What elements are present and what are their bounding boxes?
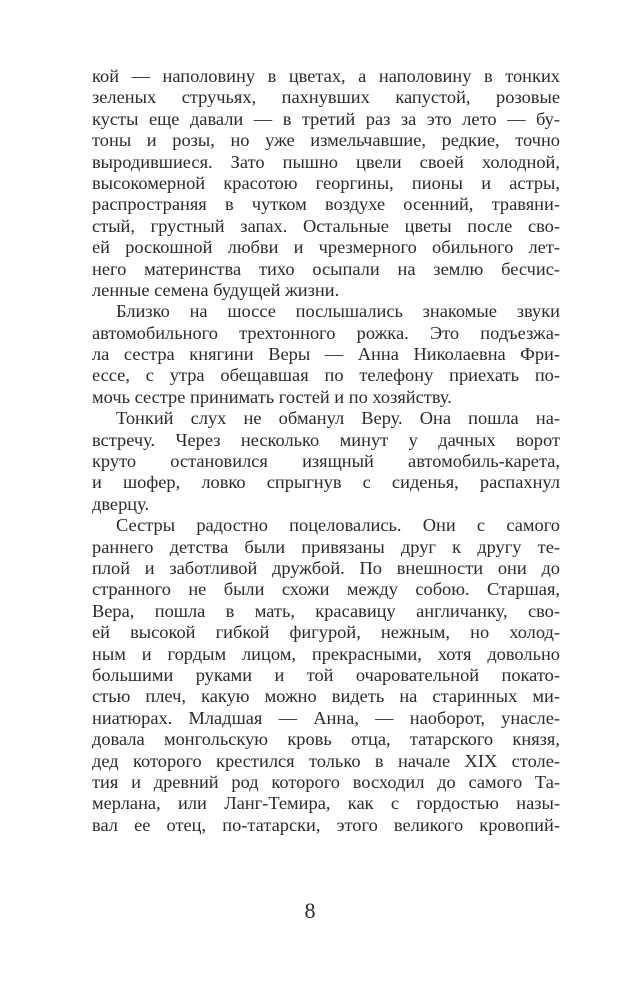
text-line: него материнства тихо осыпали на землю бесчис- [92, 258, 560, 279]
text-line: ей высокой гибкой фигурой, нежным, но холод- [92, 622, 560, 643]
text-line: тоны и розы, но уже измельчавшие, редкие, точно [92, 130, 560, 151]
text-line: встречу. Через несколько минут у дачных ворот [92, 429, 560, 450]
text-line: раннего детства были привязаны друг к другу те- [92, 536, 560, 557]
text-line: тия и древний род которого восходил до самого Та- [92, 771, 560, 792]
text-line: кой — наполовину в цветах, а наполовину в тонких [92, 66, 560, 86]
text-line: ей роскошной любви и чрезмерного обильного лет- [92, 237, 560, 258]
text-line: Близко на шоссе послышались знакомые звуки [116, 301, 560, 322]
text-line: стью плеч, какую можно видеть на старинных ми- [92, 686, 560, 707]
text-line: круто остановился изящный автомобиль-карета, [92, 451, 560, 472]
page-text [92, 66, 560, 836]
text-line: и шофер, ловко спрыгнув с сиденья, распахнул [92, 472, 560, 493]
page-number: 8 [304, 898, 316, 923]
paragraph [92, 301, 560, 408]
text-line: ла сестра княгини Веры — Анна Николаевна Фри- [92, 344, 560, 365]
text-line: высокомерной красотою георгины, пионы и астры, [92, 172, 560, 193]
text-line: выродившиеся. Зато пышно цвели своей холодной, [92, 151, 560, 172]
text-line: кусты еще давали — в третий раз за это лето — бу- [92, 108, 560, 129]
text-line: Вера, пошла в мать, красавицу англичанку, сво- [92, 600, 560, 621]
text-line: мерлана, или Ланг-Темира, как с гордостью назы- [92, 793, 560, 814]
paragraph [92, 408, 560, 515]
text-line: Сестры радостно поцеловались. Они с самого [116, 515, 560, 536]
text-line: зеленых стручьях, пахнувших капустой, розовые [92, 87, 560, 108]
text-line: дед которого крестился только в начале XIX столе- [92, 750, 560, 771]
text-line: вал ее отец, по-татарски, этого великого кровопий- [92, 814, 560, 835]
text-line: стый, грустный запах. Остальные цветы после сво- [92, 215, 560, 236]
text-line: довала монгольскую кровь отца, татарского князя, [92, 729, 560, 750]
text-line: автомобильного трехтонного рожка. Это подъезжа- [92, 322, 560, 343]
paragraph [92, 66, 560, 301]
text-line: ниатюрах. Младшая — Анна, — наоборот, унасле- [92, 707, 560, 728]
text-line: Тонкий слух не обманул Веру. Она пошла на- [116, 408, 560, 429]
text-line: ным и гордым лицом, прекрасными, хотя довольно [92, 643, 560, 664]
text-line: ессе, с утра обещавшая по телефону приехать по- [92, 365, 560, 386]
text-line: ленные семена будущей жизни. [92, 279, 340, 300]
text-line: мочь сестре принимать гостей и по хозяйству. [92, 386, 452, 407]
text-line: большими руками и той очаровательной покато- [92, 664, 560, 685]
text-line: дверцу. [92, 493, 150, 514]
text-line: распространяя в чутком воздухе осенний, травяни- [92, 194, 560, 215]
text-line: странного не были схожи между собою. Старшая, [92, 579, 560, 600]
paragraph [92, 515, 560, 836]
text-line: плой и заботливой дружбой. По внешности они до [92, 557, 560, 578]
